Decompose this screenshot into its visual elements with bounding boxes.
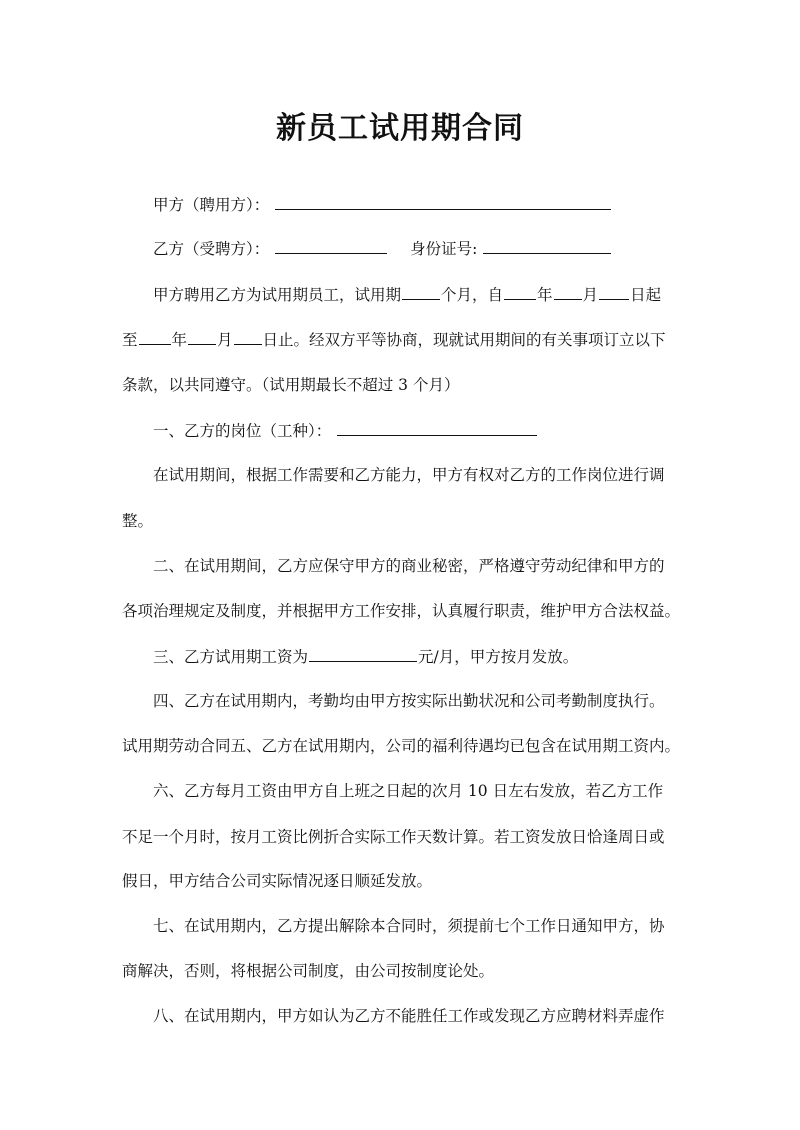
position-label: 一、乙方的岗位（工种）：: [153, 422, 332, 440]
section-4-text-2: 试用期劳动合同五、乙方在试用期内，公司的福利待遇均已包含在试用期工资内。: [122, 737, 681, 755]
section-7-text-1: 七、在试用期内，乙方提出解除本合同时，须提前七个工作日通知甲方，协: [153, 917, 665, 935]
position-blank[interactable]: [337, 421, 537, 436]
end-year-blank[interactable]: [139, 330, 171, 345]
section-7-text-2: 商解决，否则，将根据公司制度，由公司按制度论处。: [122, 962, 495, 980]
section-8-text-1: 八、在试用期内，甲方如认为乙方不能胜任工作或发现乙方应聘材料弄虚作: [153, 1007, 665, 1025]
probation-text: 年: [537, 286, 553, 304]
section-2-text-2: 各项治理规定及制度，并根据甲方工作安排，认真履行职责，维护甲方合法权益。: [122, 602, 681, 620]
section-1-text-1: 在试用期间，根据工作需要和乙方能力，甲方有权对乙方的工作岗位进行调: [153, 466, 665, 484]
section-1-line: [153, 420, 683, 442]
end-day-blank[interactable]: [234, 330, 262, 345]
section-6-text-1: 六、乙方每月工资由甲方自上班之日起的次月 10 日左右发放，若乙方工作: [153, 782, 664, 800]
probation-line-2: [122, 329, 682, 351]
page-title: 新员工试用期合同: [276, 111, 524, 146]
probation-text: 甲方聘用乙方为试用期员工，试用期: [153, 286, 402, 304]
section-6-text-2: 不足一个月时，按月工资比例折合实际工作天数计算。若工资发放日恰逢周日或: [122, 828, 665, 846]
section-1-text-2: 整。: [122, 512, 154, 530]
id-number-blank[interactable]: [483, 239, 611, 254]
start-year-blank[interactable]: [504, 285, 536, 300]
probation-text: 月: [217, 331, 233, 349]
salary-blank[interactable]: [309, 647, 417, 662]
salary-suffix: 元/月，甲方按月发放。: [418, 648, 579, 666]
salary-label: 三、乙方试用期工资为: [153, 648, 309, 666]
probation-line-1: [153, 284, 683, 306]
party-b-blank[interactable]: [275, 239, 387, 254]
party-b-label: 乙方（受聘方）：: [153, 240, 270, 258]
end-month-blank[interactable]: [188, 330, 216, 345]
start-month-blank[interactable]: [554, 285, 582, 300]
section-6-text-3: 假日，甲方结合公司实际情况逐日顺延发放。: [122, 872, 433, 890]
section-4-text-1: 四、乙方在试用期内，考勤均由甲方按实际出勤状况和公司考勤制度执行。: [153, 692, 665, 710]
probation-text: 至: [122, 331, 138, 349]
party-a-label: 甲方（聘用方）：: [153, 196, 270, 214]
party-b-line: [153, 238, 683, 260]
probation-text: 个月，自: [441, 286, 504, 304]
probation-line-3: 条款，以共同遵守。（试用期最长不超过 3 个月）: [122, 376, 460, 394]
section-3-line: [153, 646, 683, 668]
probation-text: 日起: [630, 286, 662, 304]
party-a-line: [153, 194, 683, 216]
party-a-blank[interactable]: [275, 195, 611, 210]
start-day-blank[interactable]: [599, 285, 629, 300]
months-blank[interactable]: [402, 285, 440, 300]
id-number-label: 身份证号:: [410, 240, 478, 258]
probation-text: 日止。经双方平等协商，现就试用期间的有关事项订立以下: [262, 331, 666, 349]
probation-text: 年: [171, 331, 188, 349]
probation-text: 月: [582, 286, 599, 304]
section-2-text-1: 二、在试用期间，乙方应保守甲方的商业秘密，严格遵守劳动纪律和甲方的: [153, 557, 665, 575]
